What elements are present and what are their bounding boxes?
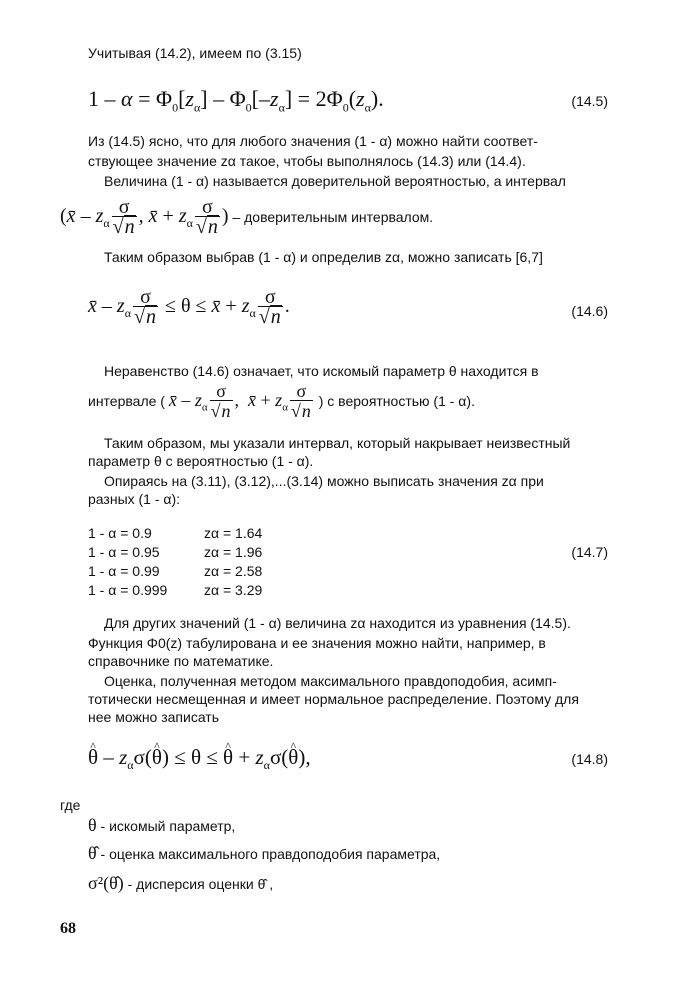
paragraph-7-line-3: справочнике по математике.: [88, 653, 274, 669]
paragraph-6-line-1: Опираясь на (3.11), (3.12),...(3.14) можно выписать значения zα при: [104, 473, 544, 489]
equation-number-14-7: (14.7): [571, 544, 608, 560]
table-row-left: 1 - α = 0.999: [88, 582, 168, 598]
paragraph-7-line-2: Функция Φ0(z) табулирована и ее значения можно найти, например, в: [88, 635, 546, 651]
table-row-left: 1 - α = 0.95: [88, 544, 160, 560]
equation-number-14-5: (14.5): [571, 93, 608, 109]
equation-14-5-formula: $1 - \alpha = \Phi_0[z_\alpha] - \Phi_0[-z_\alpha] = 2\Phi_0(z_\alpha)$.: [88, 86, 384, 115]
paragraph-1-line-1: Из (14.5) ясно, что для любого значения (1 - α) можно найти соответ-: [88, 133, 538, 149]
equation-14-6-formula: x̄ – $z_\alpha$ $\frac{\sigma}{√n}$ ≤ θ ≤ x̄ + $z_\alpha$ $\frac{\sigma}{√n}$ .: [88, 285, 290, 328]
equation-14-6: [88, 286, 290, 333]
where-label: где: [60, 797, 81, 813]
definition-estimate: [88, 844, 440, 863]
paragraph-4-line-2: [88, 380, 475, 428]
table-row-right: zα = 2.58: [204, 563, 263, 579]
intro-text: Учитывая (14.2), имеем по (3.15): [88, 45, 302, 61]
paragraph-4-line-1: Неравенство (14.6) означает, что искомый параметр θ находится в: [104, 363, 539, 379]
confidence-interval-line: [60, 196, 433, 243]
confidence-interval-formula: (x̄ – $z_\alpha$ $\frac{\sigma}{√n}$ , x̄ + $z_\alpha$ $\frac{\sigma}{√n}$ ): [60, 195, 229, 238]
equation-14-8: [88, 744, 311, 778]
paragraph-8-line-1: Оценка, полученная методом максимального правдоподобия, асимп-: [104, 673, 557, 689]
definition-term: θ: [88, 815, 97, 835]
definition-term: σ²(θ̂): [88, 873, 124, 893]
table-row-right: zα = 3.29: [204, 582, 263, 598]
paragraph-1-line-2: ствующее значение zα такое, чтобы выполнялось (14.3) или (14.4).: [88, 153, 526, 169]
paragraph-3: Таким образом выбрав (1 - α) и определив zα, можно записать [6,7]: [104, 249, 543, 265]
equation-number-14-8: (14.8): [571, 751, 608, 767]
definition-text: - оценка максимального правдоподобия параметра,: [96, 846, 441, 862]
table-row-right: zα = 1.64: [204, 525, 263, 541]
equation-14-5: [88, 86, 384, 120]
table-row-left: 1 - α = 0.9: [88, 525, 152, 541]
paragraph-8-line-2: тотически несмещенная и имеет нормальное распределение. Поэтому для: [88, 691, 579, 707]
confidence-interval-text: – доверительным интервалом.: [228, 209, 434, 225]
table-row-left: 1 - α = 0.99: [88, 563, 160, 579]
paragraph-4-suffix: ) с вероятностью (1 - α).: [318, 393, 475, 409]
page-number: 68: [60, 920, 76, 937]
definition-variance: [88, 874, 273, 893]
table-row-right: zα = 1.96: [204, 544, 263, 560]
paragraph-7-line-1: Для других значений (1 - α) величина zα находится из уравнения (14.5).: [104, 615, 571, 631]
interval-formula-inline: x̄ – $z_\alpha$ $\frac{\sigma}{√n}$ , x̄ + $z_\alpha$ $\frac{\sigma}{√n}$: [168, 381, 311, 422]
definition-term: θ̂: [88, 843, 97, 863]
equation-number-14-6: (14.6): [571, 303, 608, 319]
paragraph-8-line-3: нее можно записать: [88, 709, 220, 725]
paragraph-2-line-1: Величина (1 - α) называется доверительной вероятностью, а интервал: [104, 173, 566, 189]
paragraph-5-line-2: параметр θ с вероятностью (1 - α).: [88, 453, 314, 469]
paragraph-6-line-2: разных (1 - α):: [88, 491, 181, 507]
equation-14-8-formula: ^ θ – $z_\alpha\sigma(\^{}$ θ) ≤ θ ≤ ^ $\theta + z_\alpha\sigma(\^{}$ θ),: [88, 745, 311, 769]
paragraph-5-line-1: Таким образом, мы указали интервал, который накрывает неизвестный: [104, 435, 571, 451]
definition-text: - дисперсия оценки θ̂ ,: [123, 876, 274, 892]
definition-parameter: [88, 816, 235, 835]
definition-text: - искомый параметр,: [96, 818, 236, 834]
paragraph-4-prefix: интервале (: [88, 393, 165, 409]
